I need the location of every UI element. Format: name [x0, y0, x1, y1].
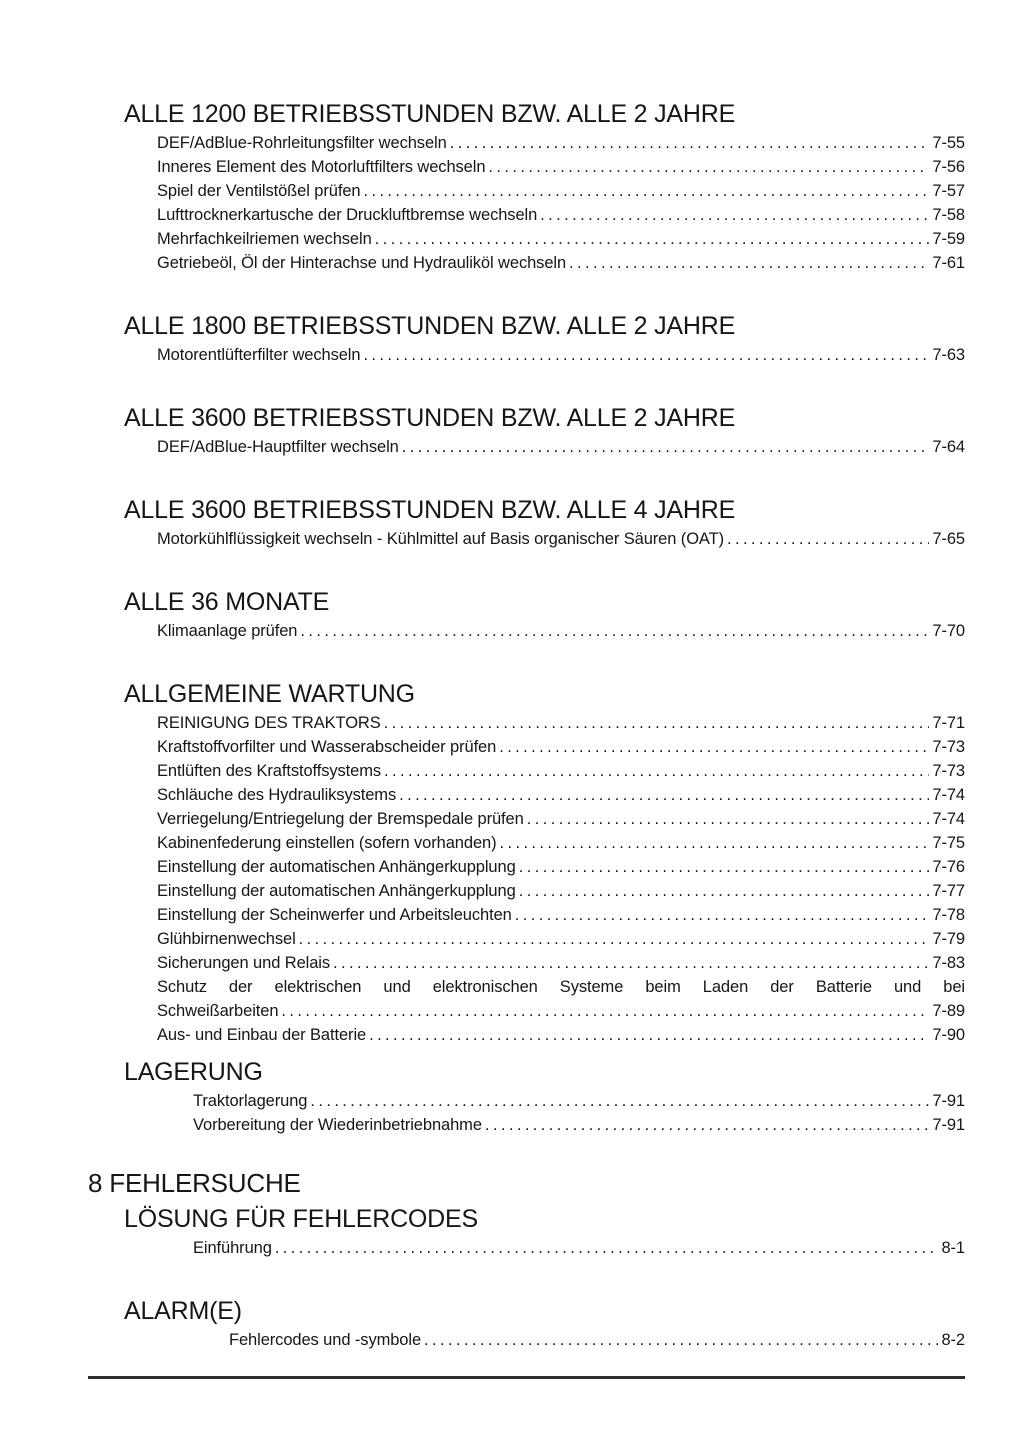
- section-heading: ALLE 36 MONATE: [124, 588, 330, 616]
- toc-entry: [157, 735, 965, 759]
- toc-entry: [157, 131, 965, 155]
- section-heading: ALLE 3600 BETRIEBSSTUNDEN BZW. ALLE 2 JAHRE: [124, 404, 736, 432]
- toc-entry: [157, 343, 965, 367]
- section-items: [88, 1236, 965, 1260]
- dot-leader: [310, 1089, 929, 1113]
- dot-leader: [399, 783, 929, 807]
- toc-section: [88, 587, 965, 643]
- dot-leader: [300, 619, 929, 643]
- toc-entry-label: Mehrfachkeilriemen wechseln: [157, 230, 372, 248]
- toc-entry-label: REINIGUNG DES TRAKTORS: [157, 714, 381, 732]
- toc-entry: [157, 711, 965, 735]
- dot-leader: [500, 831, 930, 855]
- toc-entry-label: Verriegelung/Entriegelung der Bremspedale prüfen: [157, 810, 524, 828]
- toc-entry-page: 7-63: [932, 346, 965, 364]
- dot-leader: [527, 807, 930, 831]
- dot-leader: [569, 251, 929, 275]
- dot-leader: [727, 527, 929, 551]
- toc-entry: [157, 179, 965, 203]
- dot-leader: [402, 435, 930, 459]
- toc-entry: [157, 227, 965, 251]
- dot-leader: [384, 711, 930, 735]
- toc-entry: [157, 155, 965, 179]
- toc-entry: [157, 203, 965, 227]
- toc-entry-label: Entlüften des Kraftstoffsystems: [157, 762, 382, 780]
- toc-entry: [157, 975, 965, 1023]
- toc-entry-label: Einstellung der automatischen Anhängerkupplung: [157, 858, 516, 876]
- toc-entry-label: DEF/AdBlue-Rohrleitungsfilter wechseln: [157, 134, 447, 152]
- toc-entry-page: 7-74: [932, 810, 965, 828]
- toc-entry: [157, 251, 965, 275]
- toc-entry-label: Sicherungen und Relais: [157, 954, 330, 972]
- section-items: [88, 527, 965, 551]
- toc-entry-page: 7-61: [932, 254, 965, 272]
- section-heading: 8 FEHLERSUCHE: [88, 1168, 301, 1198]
- toc-entry-page: 7-76: [932, 858, 965, 876]
- toc-entry: [157, 879, 965, 903]
- toc-entry: [157, 619, 965, 643]
- dot-leader: [485, 1113, 929, 1137]
- section-items: [88, 435, 965, 459]
- toc-entry-label: Einstellung der automatischen Anhängerkupplung: [157, 882, 516, 900]
- section-heading: LÖSUNG FÜR FEHLERCODES: [124, 1205, 478, 1233]
- toc-entry-page: 7-89: [932, 1002, 965, 1020]
- toc-entry-page: 7-73: [932, 738, 965, 756]
- toc-entry: [157, 903, 965, 927]
- dot-leader: [384, 759, 929, 783]
- dot-leader: [333, 951, 929, 975]
- section-items: [88, 1089, 965, 1137]
- dot-leader: [450, 131, 930, 155]
- toc-section: [88, 1057, 965, 1137]
- toc-entry-label: Vorbereitung der Wiederinbetriebnahme: [193, 1116, 482, 1134]
- section-items: [88, 343, 965, 367]
- dot-leader: [519, 879, 930, 903]
- toc-entry-page: 7-74: [932, 786, 965, 804]
- dot-leader: [275, 1236, 939, 1260]
- toc-entry: [193, 1236, 965, 1260]
- section-heading: ALLE 1800 BETRIEBSSTUNDEN BZW. ALLE 2 JAHRE: [124, 312, 736, 340]
- toc-entry-label: Kabinenfederung einstellen (sofern vorhanden): [157, 834, 497, 852]
- toc-entry-label: Lufttrocknerkartusche der Druckluftbremse wechseln: [157, 206, 538, 224]
- toc-entry-page: 7-78: [932, 906, 965, 924]
- toc-entry-page: 7-77: [932, 882, 965, 900]
- dot-leader: [363, 179, 929, 203]
- toc-entry-label: Traktorlagerung: [193, 1092, 308, 1110]
- dot-leader: [375, 227, 930, 251]
- toc-entry: [157, 435, 965, 459]
- toc-entry-page: 7-64: [932, 438, 965, 456]
- toc-entry-label: Schweißarbeiten: [157, 1002, 279, 1020]
- toc-entry: [157, 831, 965, 855]
- toc-entry: [193, 1089, 965, 1113]
- toc-entry-line1: Schutz der elektrischen und elektronischen Systeme beim Laden der Batterie und bei: [157, 978, 965, 996]
- section-heading: LAGERUNG: [124, 1058, 263, 1086]
- dot-leader: [424, 1328, 938, 1352]
- toc-entry-page: 7-59: [932, 230, 965, 248]
- toc-section: [88, 1296, 965, 1352]
- toc-entry-page: 7-79: [932, 930, 965, 948]
- section-heading: ALLGEMEINE WARTUNG: [124, 680, 415, 708]
- toc-section: [88, 1204, 965, 1260]
- toc-entry-label: Inneres Element des Motorluftfilters wechseln: [157, 158, 486, 176]
- section-heading: ALLE 1200 BETRIEBSSTUNDEN BZW. ALLE 2 JAHRE: [124, 100, 736, 128]
- toc-entry-page: 7-65: [932, 530, 965, 548]
- toc-entry: [157, 783, 965, 807]
- toc-entry-page: 7-58: [932, 206, 965, 224]
- toc-entry: [157, 855, 965, 879]
- section-items: [88, 131, 965, 275]
- dot-leader: [540, 203, 929, 227]
- toc-entry: [157, 927, 965, 951]
- toc-entry-page: 7-90: [932, 1026, 965, 1044]
- toc-entry-page: 7-83: [932, 954, 965, 972]
- toc-entry-label: Motorentlüfterfilter wechseln: [157, 346, 361, 364]
- toc-entry-label: Motorkühlflüssigkeit wechseln - Kühlmittel auf Basis organischer Säuren (OAT): [157, 530, 724, 548]
- toc-entry-page: 7-56: [932, 158, 965, 176]
- section-heading: ALARM(E): [124, 1297, 242, 1325]
- dot-leader: [369, 1023, 929, 1047]
- toc-section: [88, 403, 965, 459]
- toc-entry-label: Einführung: [193, 1239, 272, 1257]
- toc-entry-continuation: [157, 999, 965, 1023]
- section-items: [88, 1328, 965, 1352]
- section-items: [88, 711, 965, 1047]
- toc-section: [88, 311, 965, 367]
- footer-rule: [88, 1376, 965, 1379]
- toc-entry: [157, 951, 965, 975]
- toc-entry-label: Spiel der Ventilstößel prüfen: [157, 182, 361, 200]
- toc-entry-page: 8-1: [941, 1239, 965, 1257]
- toc-entry-label: Aus- und Einbau der Batterie: [157, 1026, 367, 1044]
- toc-entry-label: Kraftstoffvorfilter und Wasserabscheider prüfen: [157, 738, 497, 756]
- dot-leader: [299, 927, 930, 951]
- toc-entry-label: Schläuche des Hydrauliksystems: [157, 786, 397, 804]
- toc-entry-page: 7-55: [932, 134, 965, 152]
- toc-entry-label: Glühbirnenwechsel: [157, 930, 296, 948]
- dot-leader: [363, 343, 929, 367]
- toc-entry-label: Fehlercodes und -symbole: [229, 1331, 422, 1349]
- toc-entry-page: 7-91: [932, 1092, 965, 1110]
- toc-entry-page: 7-73: [932, 762, 965, 780]
- dot-leader: [515, 903, 930, 927]
- toc-entry: [157, 1023, 965, 1047]
- toc-entry-label: Klimaanlage prüfen: [157, 622, 298, 640]
- toc-section: [88, 495, 965, 551]
- dot-leader: [519, 855, 930, 879]
- dot-leader: [281, 999, 929, 1023]
- toc-entry-page: 7-75: [932, 834, 965, 852]
- toc-entry-page: 7-70: [932, 622, 965, 640]
- toc-entry: [157, 807, 965, 831]
- dot-leader: [488, 155, 929, 179]
- toc-entry-label: DEF/AdBlue-Hauptfilter wechseln: [157, 438, 399, 456]
- toc-entry: [229, 1328, 965, 1352]
- section-heading: ALLE 3600 BETRIEBSSTUNDEN BZW. ALLE 4 JAHRE: [124, 496, 736, 524]
- section-items: [88, 619, 965, 643]
- dot-leader: [499, 735, 929, 759]
- toc-entry: [157, 527, 965, 551]
- toc-entry-page: 7-71: [932, 714, 965, 732]
- toc-entry-page: 7-57: [932, 182, 965, 200]
- toc-entry-page: 8-2: [941, 1331, 965, 1349]
- toc-section: [88, 679, 965, 1047]
- toc-entry-label: Einstellung der Scheinwerfer und Arbeitsleuchten: [157, 906, 512, 924]
- toc-entry-label: Getriebeöl, Öl der Hinterachse und Hydrauliköl wechseln: [157, 254, 567, 272]
- toc-entry: [193, 1113, 965, 1137]
- toc-entry: [157, 759, 965, 783]
- toc: [88, 99, 965, 1379]
- toc-entry-page: 7-91: [932, 1116, 965, 1134]
- toc-section: [88, 99, 965, 275]
- toc-section: [88, 1167, 965, 1199]
